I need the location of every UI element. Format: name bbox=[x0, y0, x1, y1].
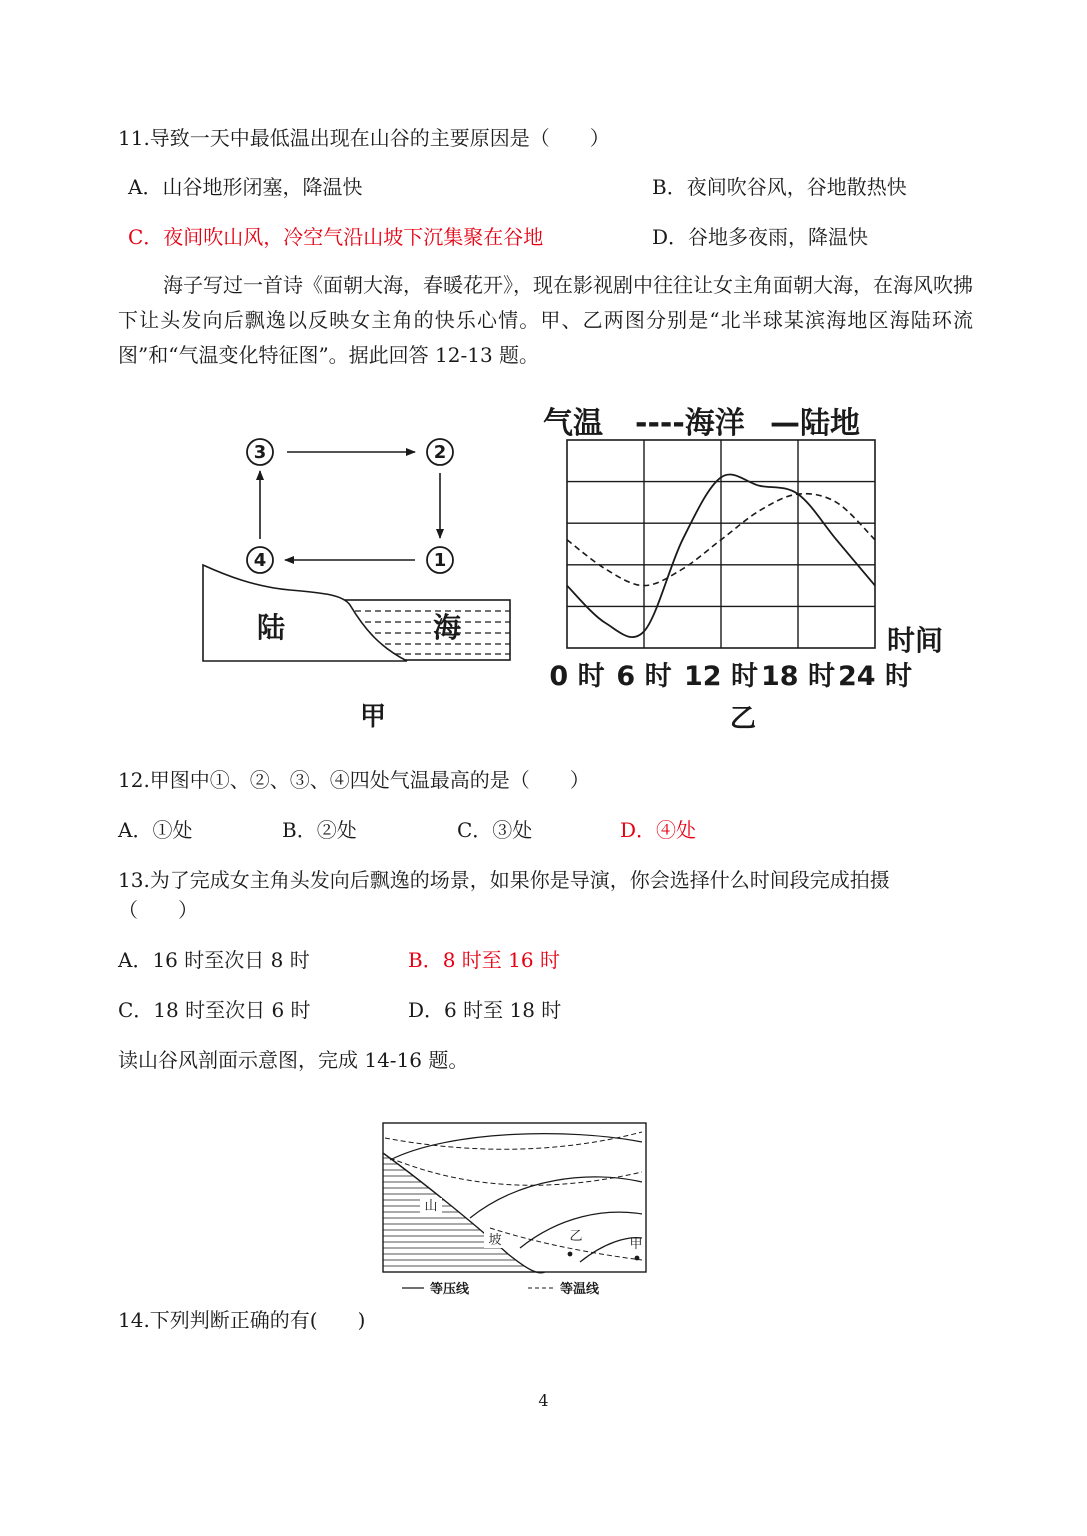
q12-option-a: A．①处 bbox=[118, 818, 193, 842]
x-tick-label: 24 时 bbox=[838, 661, 912, 692]
q11-option-a: A．山谷地形闭塞，降温快 bbox=[128, 175, 363, 199]
q13-stem-line1: 13.为了完成女主角头发向后飘逸的场景，如果你是导演，你会选择什么时间段完成拍摄 bbox=[118, 868, 890, 892]
q13-option-b-answer: B．8 时至 16 时 bbox=[408, 948, 560, 972]
q12-option-d-answer: D．④处 bbox=[620, 818, 697, 842]
chart-ylabel: 气温 bbox=[543, 406, 603, 441]
caption-yi: 乙 bbox=[729, 704, 757, 734]
x-tick-label: 6 时 bbox=[616, 661, 672, 692]
figure-yi-temperature-chart bbox=[535, 395, 960, 740]
figure-jia-circulation bbox=[195, 425, 525, 735]
label-jia: 甲 bbox=[629, 1237, 643, 1252]
q11-option-c-answer: C．夜间吹山风，冷空气沿山坡下沉集聚在谷地 bbox=[128, 225, 544, 249]
figure-valley-wind-profile bbox=[380, 1120, 650, 1300]
q13-option-d: D．6 时至 18 时 bbox=[408, 998, 562, 1022]
x-tick-label: 0 时 bbox=[549, 661, 605, 692]
q11-option-b: B．夜间吹谷风，谷地散热快 bbox=[652, 175, 907, 199]
point-yi bbox=[568, 1252, 573, 1257]
q13-stem-line2: （ ） bbox=[118, 898, 198, 922]
chart-xlabel: 时间 bbox=[887, 624, 944, 657]
sea-label: 海 bbox=[432, 611, 462, 644]
legend-isotherm: 等温线 bbox=[560, 1282, 600, 1297]
circled-number-3: 3 bbox=[253, 442, 267, 463]
q11-stem: 11.导致一天中最低温出现在山谷的主要原因是（ ） bbox=[118, 126, 610, 150]
legend-sea: ----海洋 bbox=[635, 406, 745, 441]
circled-number-4: 4 bbox=[253, 550, 267, 571]
label-yi: 乙 bbox=[569, 1229, 583, 1244]
circled-number-2: 2 bbox=[433, 442, 447, 463]
x-tick-label: 18 时 bbox=[761, 661, 835, 692]
caption-jia: 甲 bbox=[359, 702, 387, 732]
q13-option-c: C．18 时至次日 6 时 bbox=[118, 998, 311, 1022]
circled-number-1: 1 bbox=[433, 550, 447, 571]
legend-isobar: 等压线 bbox=[430, 1282, 470, 1297]
q12-stem: 12.甲图中①、②、③、④四处气温最高的是（ ） bbox=[118, 768, 590, 792]
q12-option-b: B．②处 bbox=[282, 818, 357, 842]
x-tick-label: 12 时 bbox=[684, 661, 758, 692]
label-po: 坡 bbox=[488, 1233, 502, 1248]
q14-stem: 14.下列判断正确的有( ) bbox=[118, 1308, 366, 1332]
point-jia bbox=[635, 1256, 640, 1261]
page-number: 4 bbox=[538, 1391, 549, 1410]
valley-frame bbox=[383, 1123, 646, 1272]
q13-option-a: A．16 时至次日 8 时 bbox=[118, 948, 310, 972]
legend-land: —陆地 bbox=[770, 406, 860, 441]
passage-haizi: 海子写过一首诗《面朝大海，春暖花开》，现在影视剧中往往让女主角面朝大海，在海风吹拂下让头发向后飘逸以反映女主角的快乐心情。甲、乙两图分别是“北半球某滨海地区海陆环流图”和“气温变化特征图”。据此回答 12-13 题。 bbox=[118, 273, 973, 367]
q12-option-c: C．③处 bbox=[457, 818, 533, 842]
passage-valley: 读山谷风剖面示意图，完成 14-16 题。 bbox=[118, 1048, 469, 1072]
q11-option-d: D．谷地多夜雨，降温快 bbox=[652, 225, 869, 249]
label-shan: 山 bbox=[424, 1199, 438, 1214]
land-label: 陆 bbox=[256, 611, 286, 644]
